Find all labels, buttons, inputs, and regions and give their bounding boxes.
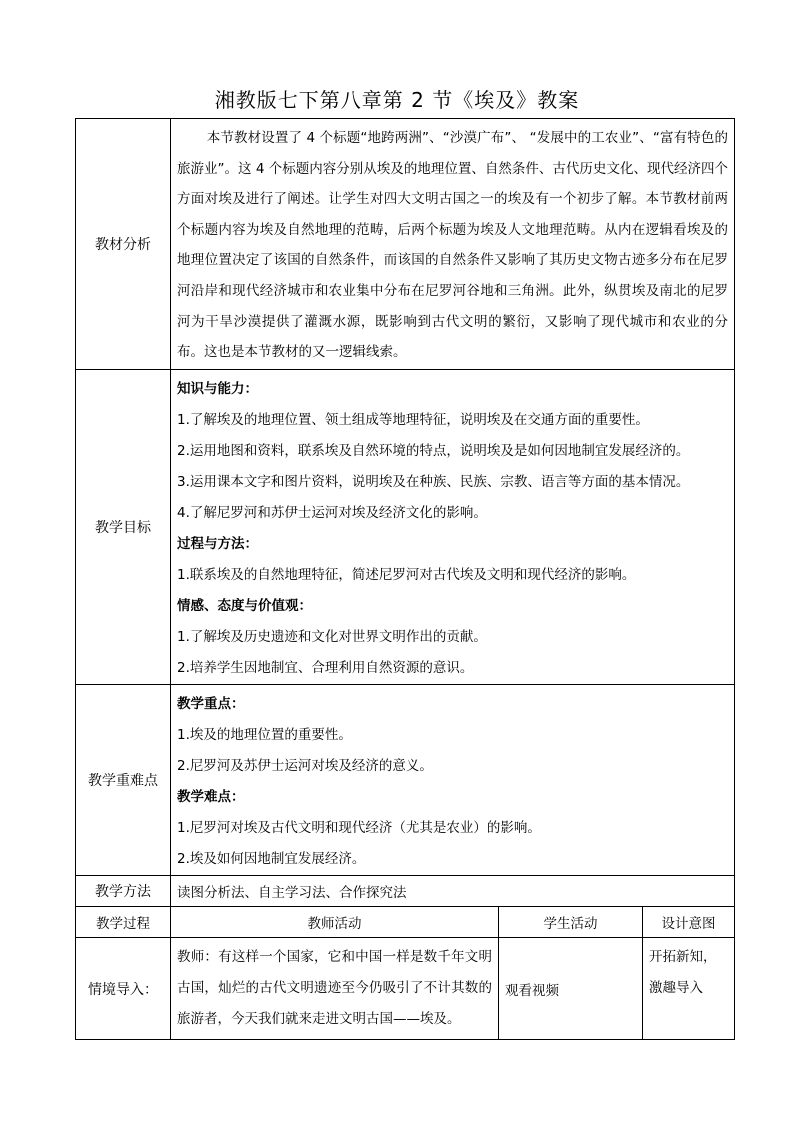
material-analysis-label: 教材分析: [76, 119, 171, 370]
teaching-method-label: 教学方法: [76, 876, 171, 907]
goal-emotion-2: 2.培养学生因地制宜、合理利用自然资源的意识。: [177, 660, 474, 676]
process-header-stage: 教学过程: [76, 907, 171, 938]
teaching-goals-cell: [171, 370, 735, 685]
teaching-method-value: 读图分析法、自主学习法、合作探究法: [171, 876, 735, 907]
goals-heading-knowledge: 知识与能力：: [177, 381, 258, 397]
goals-heading-emotion: 情感、态度与价值观：: [177, 598, 312, 614]
material-analysis-cell: [171, 119, 735, 370]
key-points-cell: [171, 685, 735, 876]
goal-knowledge-2: 2.运用地图和资料，联系埃及自然环境的特点，说明埃及是如何因地制宜发展经济的。: [177, 443, 690, 459]
difficult-point-1: 1.尼罗河对埃及古代文明和现代经济（尤其是农业）的影响。: [177, 820, 541, 836]
process-header-intent: 设计意图: [643, 907, 735, 938]
process-header-teacher: 教师活动: [171, 907, 499, 938]
key-points-heading: 教学重点：: [177, 696, 245, 712]
process-header-student: 学生活动: [499, 907, 643, 938]
teaching-goals-label: 教学目标: [76, 370, 171, 685]
goal-process-1: 1.联系埃及的自然地理特征，简述尼罗河对古代埃及文明和现代经济的影响。: [177, 567, 636, 583]
goal-knowledge-4: 4.了解尼罗河和苏伊士运河对埃及经济文化的影响。: [177, 505, 487, 521]
goal-knowledge-3: 3.运用课本文字和图片资料，说明埃及在种族、民族、宗教、语言等方面的基本情况。: [177, 474, 690, 490]
material-analysis-row: [76, 119, 735, 370]
key-point-2: 2.尼罗河及苏伊士运河对埃及经济的意义。: [177, 758, 433, 774]
lesson-plan-table: [75, 118, 735, 1040]
process-header-row: [76, 907, 735, 938]
key-points-row: [76, 685, 735, 876]
key-point-1: 1.埃及的地理位置的重要性。: [177, 727, 352, 743]
intro-student-activity: 观看视频: [499, 938, 643, 1040]
intro-teacher-activity: 教师：有这样一个国家，它和中国一样是数千年文明古国，灿烂的古代文明遗迹至今仍吸引了不计其数的旅游者，今天我们就来走进文明古国——埃及。: [171, 938, 499, 1040]
difficult-point-2: 2.埃及如何因地制宜发展经济。: [177, 851, 366, 867]
goal-emotion-1: 1.了解埃及历史遗迹和文化对世界文明作出的贡献。: [177, 629, 487, 645]
intro-row: [76, 938, 735, 1040]
key-points-label: 教学重难点: [76, 685, 171, 876]
document-title: 湘教版七下第八章第 2 节《埃及》教案: [214, 88, 580, 112]
intro-stage: 情境导入：: [76, 938, 171, 1040]
goal-knowledge-1: 1.了解埃及的地理位置、领土组成等地理特征，说明埃及在交通方面的重要性。: [177, 412, 649, 428]
intro-design-intent: 开拓新知，激趣导入: [643, 938, 735, 1040]
teaching-method-row: [76, 876, 735, 907]
teaching-goals-row: [76, 370, 735, 685]
difficult-points-heading: 教学难点：: [177, 789, 245, 805]
material-analysis-text: 本节教材设置了 4 个标题“地跨两洲”、“沙漠广布”、 “发展中的工农业”、“富有特色的旅游业”。这 4 个标题内容分别从埃及的地理位置、自然条件、古代历史文化、现代经济四个方面对埃及进行了阐述。让学生对四大文明古国之一的埃及有一个初步了解。本节教材前两个标题内容为埃及自然地理的范畴，后两个标题为埃及人文地理范畴。从内在逻辑看埃及的地理位置决定了该国的自然条件，而该国的自然条件又影响了其历史文物古迹多分布在尼罗河沿岸和现代经济城市和农业集中分布在尼罗河谷地和三角洲。此外，纵贯埃及南北的尼罗河为干旱沙漠提供了灌溉水源，既影响到古代文明的繁衍，又影响了现代城市和农业的分布。这也是本节教材的又一逻辑线索。: [177, 130, 729, 361]
goals-heading-process: 过程与方法：: [177, 536, 258, 552]
